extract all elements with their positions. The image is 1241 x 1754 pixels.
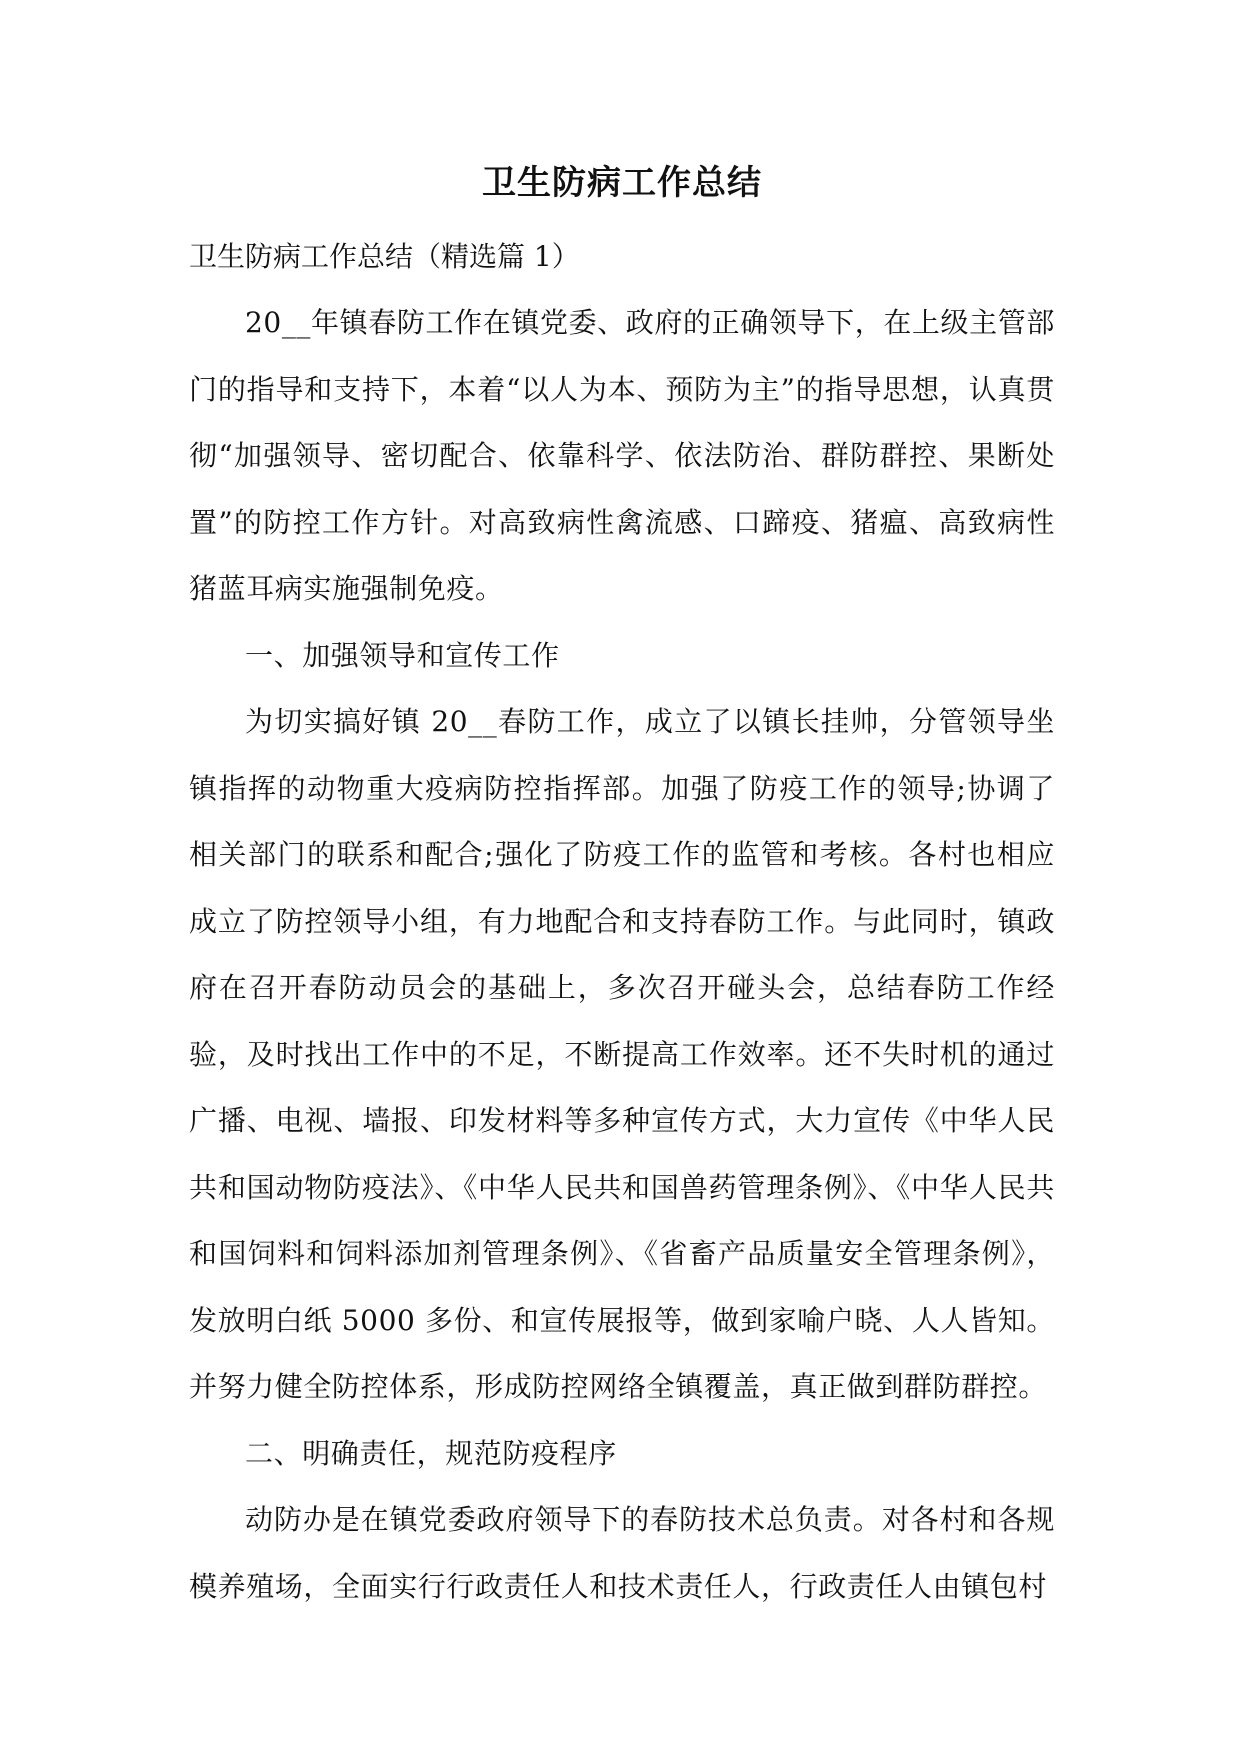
paragraph-section-2: 动防办是在镇党委政府领导下的春防技术总负责。对各村和各规模养殖场，全面实行行政责任人和技术责任人，行政责任人由镇包村 (189, 1503, 1055, 1603)
document-body (189, 290, 1055, 1620)
section-heading-1: 一、加强领导和宣传工作 (245, 638, 560, 672)
paragraph-section-1: 为切实搞好镇 20__春防工作，成立了以镇长挂帅，分管领导坐镇指挥的动物重大疫病防控指挥部。加强了防疫工作的领导;协调了相关部门的联系和配合;强化了防疫工作的监管和考核。各村也相应成立了防控领导小组，有力地配合和支持春防工作。与此同时，镇政府在召开春防动员会的基础上，多次召开碰头会，总结春防工作经验，及时找出工作中的不足，不断提高工作效率。还不失时机的通过广播、电视、墙报、印发材料等多种宣传方式，大力宣传《中华人民共和国动物防疫法》、《中华人民共和国兽药管理条例》、《中华人民共和国饲料和饲料添加剂管理条例》、《省畜产品质量安全管理条例》，发放明白纸 5000 多份、和宣传展报等，做到家喻户晓、人人皆知。并努力健全防控体系，形成防控网络全镇覆盖，真正做到群防群控。 (189, 705, 1055, 1403)
paragraph-intro: 20__年镇春防工作在镇党委、政府的正确领导下，在上级主管部门的指导和支持下，本着“以人为本、预防为主”的指导思想，认真贯彻“加强领导、密切配合、依靠科学、依法防治、群防群控、果断处置”的防控工作方针。对高致病性禽流感、口蹄疫、猪瘟、高致病性猪蓝耳病实施强制免疫。 (189, 306, 1055, 605)
document-subtitle: 卫生防病工作总结（精选篇 1） (189, 240, 580, 273)
document-title: 卫生防病工作总结 (482, 163, 762, 203)
section-heading-2: 二、明确责任，规范防疫程序 (245, 1436, 617, 1470)
